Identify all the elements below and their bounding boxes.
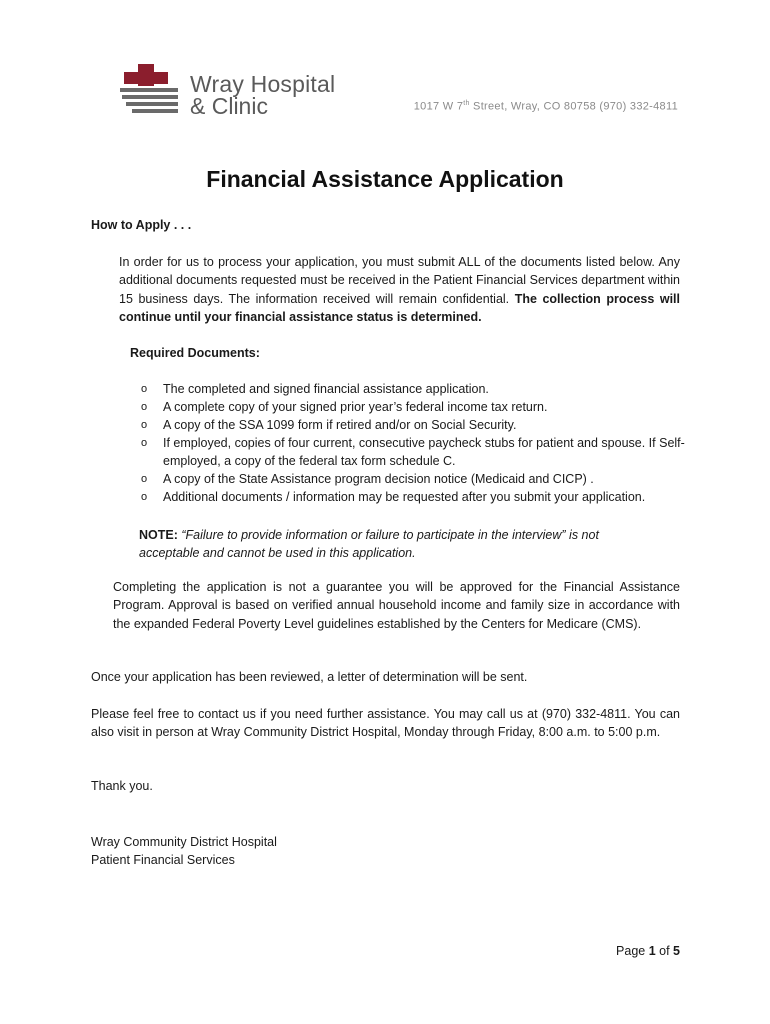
list-item: o If employed, copies of four current, consecutive paycheck stubs for patient and spouse. If Self-employed, a copy of the federal tax form schedule C. <box>141 436 685 468</box>
list-item: o A copy of the SSA 1099 form if retired and/or on Social Security. <box>141 418 517 432</box>
note-paragraph: NOTE: “Failure to provide information or failure to participate in the interview” is not acceptable and cannot be used in this application. <box>139 528 599 561</box>
determination-paragraph: Once your application has been reviewed, a letter of determination will be sent. <box>91 670 528 684</box>
medical-cross-icon <box>118 64 184 120</box>
hospital-address: 1017 W 7th Street, Wray, CO 80758 (970) 332-4811 <box>413 100 678 113</box>
bullet-icon: o <box>141 419 148 431</box>
list-item: o The completed and signed financial assistance application. <box>141 382 489 396</box>
signature-department: Patient Financial Services <box>91 853 235 867</box>
signature-organization: Wray Community District Hospital <box>91 835 277 849</box>
bullet-icon: o <box>141 491 148 503</box>
page-title: Financial Assistance Application <box>206 166 564 192</box>
bullet-icon: o <box>141 473 148 485</box>
page-number: Page 1 of 5 <box>616 944 680 958</box>
closing-thanks: Thank you. <box>91 779 153 793</box>
hospital-logo <box>118 64 358 120</box>
guarantee-paragraph: Completing the application is not a guarantee you will be approved for the Financial Assistance Program. Approval is based on verified annual household income and family size in accordance with the expanded Federal Poverty Level guidelines established by the Centers for Medicare (CMS). <box>113 580 680 631</box>
intro-paragraph: In order for us to process your application, you must submit ALL of the documents listed below. Any additional documents requested must be received in the Patient Financial Services department within 15 business days. The information received will remain confidential. The collection process will continue until your financial assistance status is determined. <box>119 255 680 324</box>
required-documents-heading: Required Documents: <box>130 346 260 360</box>
bullet-icon: o <box>141 437 148 449</box>
logo-name: Wray Hospital <box>190 71 336 97</box>
bullet-icon: o <box>141 383 148 395</box>
list-item: o A copy of the State Assistance program decision notice (Medicaid and CICP) . <box>141 472 594 486</box>
list-item: o A complete copy of your signed prior year’s federal income tax return. <box>141 400 548 414</box>
contact-paragraph: Please feel free to contact us if you need further assistance. You may call us at (970) 332-4811. You can also visit in person at Wray Community District Hospital, Monday through Friday, 8:00 a.m. to 5:00 p.m. <box>91 707 680 740</box>
list-item: o Additional documents / information may be requested after you submit your application. <box>141 490 646 504</box>
logo-subtitle: & Clinic <box>190 93 268 119</box>
required-documents-list <box>137 380 697 506</box>
bullet-icon: o <box>141 401 148 413</box>
how-to-apply-heading: How to Apply . . . <box>91 218 192 232</box>
